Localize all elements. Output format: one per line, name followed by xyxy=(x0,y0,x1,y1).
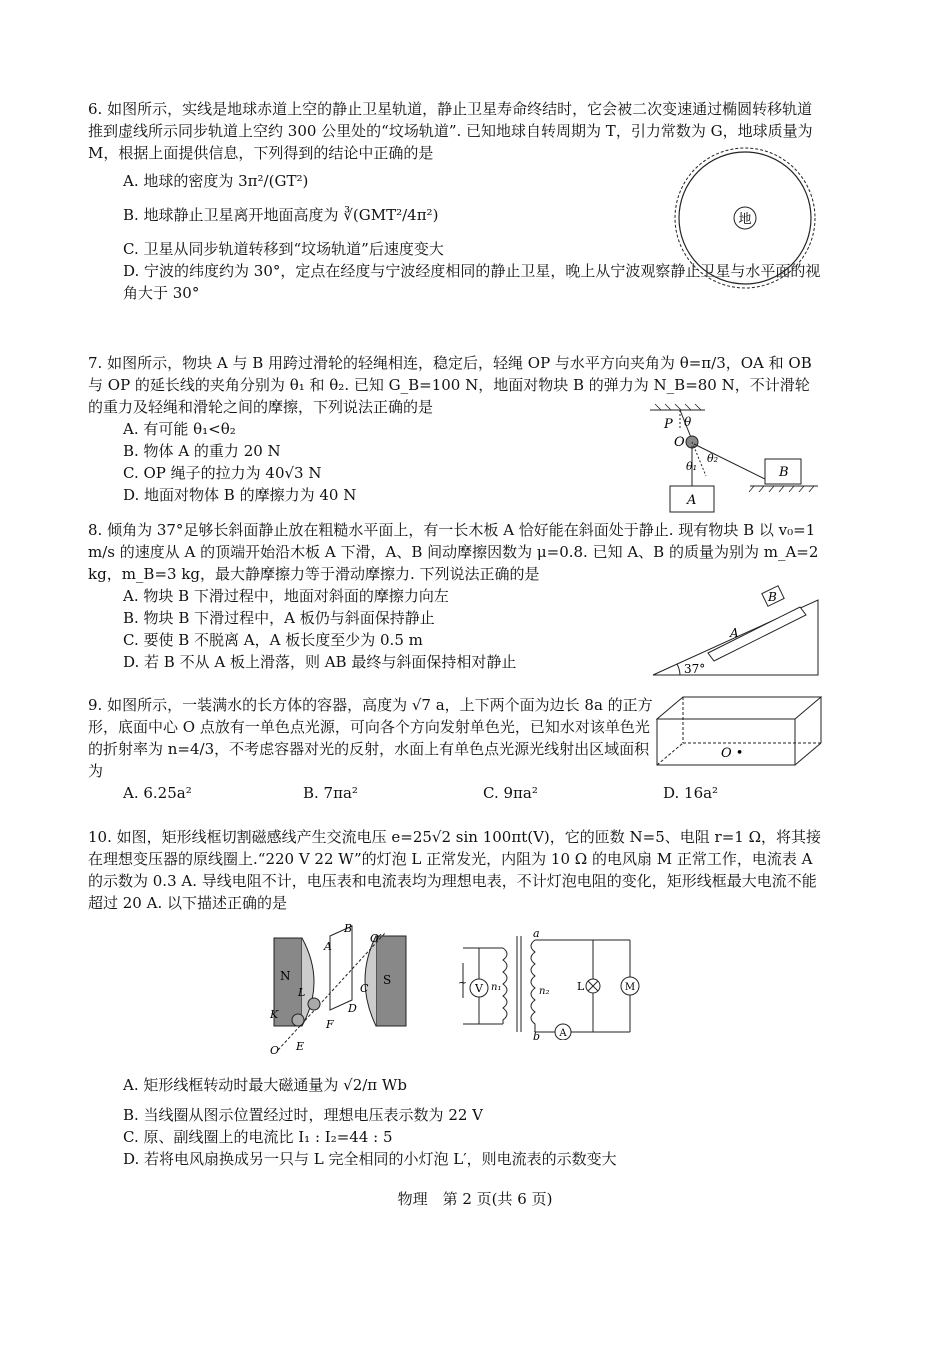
lamp-label: L xyxy=(577,980,585,993)
secondary-coil xyxy=(531,940,535,1032)
q9-options xyxy=(88,782,823,804)
label-n: N xyxy=(280,969,291,983)
ammeter-label: A xyxy=(559,1028,567,1039)
label-e: E xyxy=(296,1040,305,1053)
q10-stem: 10. 如图，矩形线框切割磁感线产生交流电压 e=25√2 sin 100πt(V)，它的匝数 N=5、电阻 r=1 Ω，将其接在理想变压器的原线圈上.“220 V 22 W”的灯泡 L 正常发光，内阻为 10 Ω 的电风扇 M 正常工作，电流表 A 的示数为 0.3 A. 导线电阻不计，电压表和电流表均为理想电表，不计灯泡电阻的变化，矩形线框最大电流不能超过 20 A. 以下描述正确的是 xyxy=(88,828,822,912)
q6-option-d: D. 宁波的纬度约为 30°，定点在经度与宁波经度相同的静止卫星，晚上从宁波观察静止卫星与水平面的视角大于 30° xyxy=(123,262,821,302)
label-k: K xyxy=(270,1008,279,1021)
angle-label: 37° xyxy=(684,662,706,676)
q8-option-c: C. 要使 B 不脱离 A，A 板长度至少为 0.5 m xyxy=(123,631,423,649)
q6-option-c: C. 卫星从同步轨道转移到“坟场轨道”后速度变大 xyxy=(123,240,444,258)
q7-option-c: C. OP 绳子的拉力为 40√3 N xyxy=(123,464,322,482)
q9-option-b: B. 7πa² xyxy=(303,784,358,802)
label-a: A xyxy=(730,626,739,640)
q8-option-b: B. 物块 B 下滑过程中，A 板仍与斜面保持静止 xyxy=(123,609,435,627)
label-p: P xyxy=(664,417,673,432)
q10-option-b: B. 当线圈从图示位置经过时，理想电压表示数为 22 V xyxy=(123,1106,484,1124)
label-n1: n₁ xyxy=(491,982,502,993)
q9-option-a: A. 6.25a² xyxy=(123,784,192,802)
q10-generator-figure xyxy=(268,920,410,1060)
earth-label: 地 xyxy=(738,212,752,227)
question-10 xyxy=(88,826,823,914)
label-a: A xyxy=(324,940,332,953)
label-a-node: a xyxy=(533,928,540,940)
label-b: B xyxy=(768,590,777,604)
q6-option-b: B. 地球静止卫星离开地面高度为 ∛(GMT²/4π²) xyxy=(123,206,439,224)
angle-arc xyxy=(677,664,680,675)
box-edge xyxy=(795,743,821,765)
ceiling-hatch xyxy=(655,404,701,410)
board-a xyxy=(708,607,806,661)
q10-options xyxy=(88,1074,823,1170)
label-l: L xyxy=(298,986,306,999)
q7-stem: 7. 如图所示，物块 A 与 B 用跨过滑轮的轻绳相连，稳定后，轻绳 OP 与水平方向夹角为 θ=π/3，OA 和 OB 与 OP 的延长线的夹角分别为 θ₁ 和 θ₂. 已知 G_B=100 N，地面对物块 B 的弹力为 N_B=80 N，不计滑轮的重力及轻绳和滑轮之间的摩擦，下列说法正确的是 xyxy=(88,354,812,416)
label-b: B xyxy=(779,465,789,480)
point-o: O • xyxy=(721,746,744,761)
q8-option-d: D. 若 B 不从 A 板上滑落，则 AB 最终与斜面保持相对静止 xyxy=(123,653,517,671)
label-theta2: θ₂ xyxy=(707,452,719,465)
q7-option-d: D. 地面对物体 B 的摩擦力为 40 N xyxy=(123,486,357,504)
q8-option-a: A. 物块 B 下滑过程中，地面对斜面的摩擦力向左 xyxy=(123,587,449,605)
label-a: A xyxy=(687,493,697,508)
q7-option-b: B. 物体 A 的重力 20 N xyxy=(123,442,281,460)
source-symbol: ~ xyxy=(458,976,468,989)
label-b-node: b xyxy=(533,1030,541,1040)
q9-container-figure xyxy=(655,695,825,770)
slip-ring-1 xyxy=(308,998,320,1010)
q10-option-c: C. 原、副线圈上的电流比 I₁ : I₂=44 : 5 xyxy=(123,1128,393,1146)
q7-pulley-figure xyxy=(650,402,820,517)
q8-stem: 8. 倾角为 37°足够长斜面静止放在粗糙水平面上，有一长木板 A 恰好能在斜面处于静止. 现有物块 B 以 v₀=1 m/s 的速度从 A 的顶端开始沿木板 A 下滑，A、B 间动摩擦因数为 μ=0.8. 已知 A、B 的质量为别为 m_A=2 kg，m_B=3 kg，最大静摩擦力等于滑动摩擦力. 下列说法正确的是 xyxy=(88,521,819,583)
q10-circuit-figure xyxy=(455,928,655,1040)
label-f: F xyxy=(326,1018,334,1031)
fan-label: M xyxy=(624,982,636,993)
q6-option-a: A. 地球的密度为 3π²/(GT²) xyxy=(123,172,309,190)
label-o: O xyxy=(674,435,685,450)
label-theta1: θ₁ xyxy=(686,460,698,473)
q10-option-a: A. 矩形线框转动时最大磁通量为 √2/π Wb xyxy=(123,1076,407,1094)
label-o: O xyxy=(270,1044,280,1057)
hidden-edge-left xyxy=(657,743,683,765)
primary-coil xyxy=(503,948,507,1024)
label-n2: n₂ xyxy=(539,986,550,997)
ground-hatch xyxy=(749,486,814,492)
label-b: B xyxy=(344,922,353,935)
q8-incline-figure xyxy=(650,585,825,680)
label-o-prime: O′ xyxy=(370,932,382,945)
label-d: D xyxy=(348,1002,357,1015)
label-s: S xyxy=(383,973,392,987)
q6-orbit-figure xyxy=(670,143,820,293)
q6-stem: 6. 如图所示，实线是地球赤道上空的静止卫星轨道，静止卫星寿命终结时，它会被二次变速通过椭圆转移轨道推到虚线所示同步轨道上空约 300 公里处的“坟场轨道”. 已知地球自转周期为 T，引力常数为 G，地球质量为 M，根据上面提供信息，下列得到的结论中正确的是 xyxy=(88,100,813,162)
label-theta: θ xyxy=(684,415,692,429)
coil-frame xyxy=(330,926,352,1010)
label-c: C xyxy=(360,982,369,995)
q10-option-d: D. 若将电风扇换成另一只与 L 完全相同的小灯泡 L′，则电流表的示数变大 xyxy=(123,1150,617,1168)
q9-stem: 9. 如图所示，一装满水的长方体的容器，高度为 √7 a，上下两个面为边长 8a 的正方形，底面中心 O 点放有一单色点光源，可向各个方向发射单色光，已知水对该单色光的折射率为 n=4/3，不考虑容器对光的反射，水面上有单色点光源光线射出区域面积为 xyxy=(88,696,653,780)
box-top xyxy=(657,697,821,719)
page-footer: 物理 第 2 页(共 6 页) xyxy=(397,1190,553,1208)
q9-option-d: D. 16a² xyxy=(663,784,719,802)
q9-option-c: C. 9πa² xyxy=(483,784,538,802)
slip-ring-2 xyxy=(292,1014,304,1026)
q7-option-a: A. 有可能 θ₁<θ₂ xyxy=(123,420,236,438)
voltmeter-label: V xyxy=(475,982,483,995)
